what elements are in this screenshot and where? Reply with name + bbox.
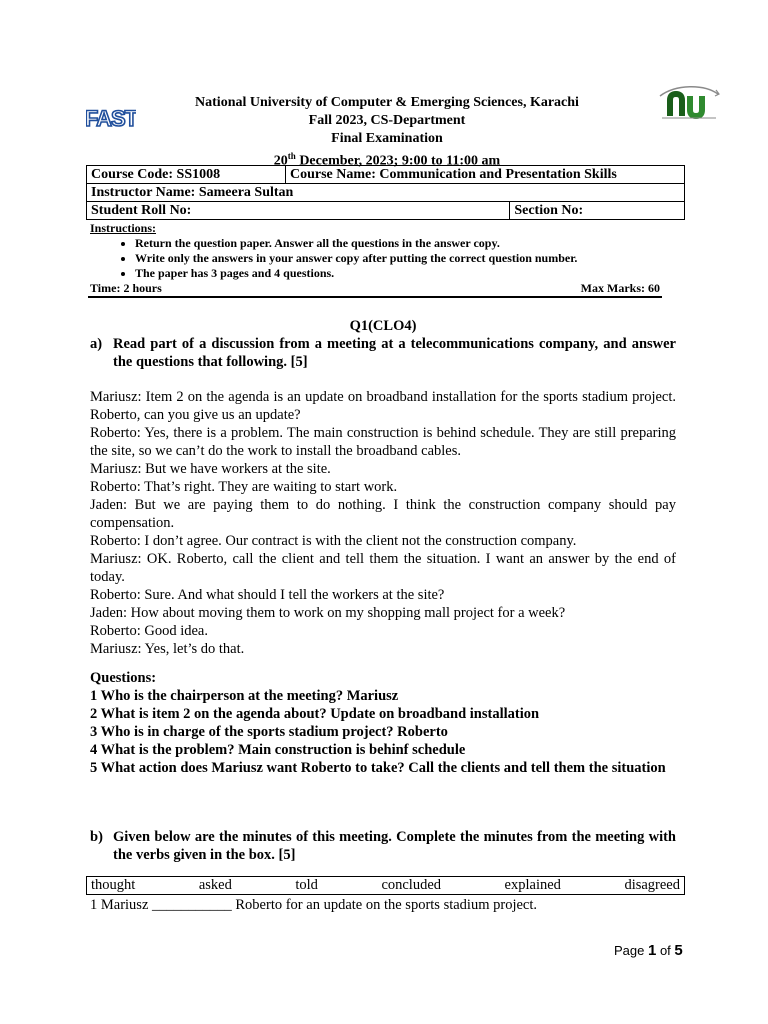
instruction-item: • Write only the answers in your answer copy after putting the correct question number. (135, 251, 680, 266)
dialogue-line: Mariusz: Item 2 on the agenda is an update on broadband installation for the sports stadium project. Roberto, can you give us an update? (90, 389, 676, 423)
dialogue-line: Roberto: Good idea. (90, 623, 208, 639)
question-item: 1 Who is the chairperson at the meeting? Mariusz (90, 688, 399, 704)
page-word: Page (614, 943, 648, 958)
university-name: National University of Computer & Emerging Sciences, Karachi (195, 95, 579, 110)
part-a-instruction: Read part of a discussion from a meeting at a telecommunications company, and answer the questions that following. [5] (113, 336, 676, 370)
current-page: 1 (647, 942, 657, 959)
course-code: Course Code: SS1008 (87, 166, 286, 184)
verb-item: concluded (381, 877, 442, 893)
questions-block (90, 669, 676, 777)
dialogue-line: Jaden: But we are paying them to do nothing. I think the construction company should pay compensation. (90, 497, 676, 531)
questions-heading: Questions: (90, 670, 157, 686)
q1-title: Q1(CLO4) (349, 318, 417, 334)
minute-line: 1 Mariusz ___________ Roberto for an update on the sports stadium project. (90, 897, 538, 913)
verb-box-cell (87, 877, 685, 895)
verb-item: asked (198, 877, 232, 893)
dialogue-line: Mariusz: OK. Roberto, call the client and tell them the situation. I want an answer by the end of today. (90, 551, 676, 585)
fast-logo-text: FAST (86, 106, 136, 131)
time-marks-row (90, 281, 660, 296)
student-roll-no: Student Roll No: (87, 202, 510, 220)
semester-line: Fall 2023, CS-Department (308, 113, 466, 128)
verb-item: explained (504, 877, 561, 893)
question-item: 2 What is item 2 on the agenda about? Update on broadband installation (90, 706, 540, 722)
header-divider (88, 296, 662, 298)
of-word: of (656, 943, 675, 958)
part-b-label: b) (90, 829, 103, 845)
verb-box (86, 876, 685, 895)
instructions-block (90, 221, 680, 296)
instructions-heading: Instructions: (90, 221, 157, 235)
dialogue-line: Roberto: That’s right. They are waiting to start work. (90, 479, 398, 495)
dialogue-line: Roberto: Sure. And what should I tell the workers at the site? (90, 587, 445, 603)
time-allowed: Time: 2 hours (90, 281, 162, 295)
total-pages: 5 (674, 942, 683, 959)
question-item: 5 What action does Mariusz want Roberto to take? Call the clients and tell them the situation (90, 760, 666, 776)
instruction-item: • Return the question paper. Answer all the questions in the answer copy. (135, 236, 680, 251)
page-number (614, 942, 683, 959)
instructions-list (90, 236, 680, 281)
exam-title: Final Examination (331, 131, 443, 146)
course-name: Course Name: Communication and Presentation Skills (286, 166, 685, 184)
dialogue-line: Jaden: How about moving them to work on my shopping mall project for a week? (90, 605, 566, 621)
dialogue-block (90, 388, 676, 658)
date-rest: December, 2023; 9:00 to 11:00 am (295, 153, 501, 169)
dialogue-line: Mariusz: But we have workers at the site. (90, 461, 331, 477)
date-day: 20 (273, 153, 288, 169)
verb-item: told (295, 877, 318, 893)
question-item: 3 Who is in charge of the sports stadium project? Roberto (90, 724, 448, 740)
max-marks: Max Marks: 60 (580, 281, 660, 295)
dialogue-line: Mariusz: Yes, let’s do that. (90, 641, 245, 657)
course-info-table (86, 165, 685, 220)
dialogue-line: Roberto: Yes, there is a problem. The main construction is behind schedule. They are still preparing the site, so we can’t do the work to install the broadband cables. (90, 425, 676, 459)
part-b-instruction: Given below are the minutes of this meeting. Complete the minutes from the meeting with the verbs given in the box. [5] (113, 829, 676, 863)
instructor-name: Instructor Name: Sameera Sultan (87, 184, 685, 202)
section-no: Section No: (510, 202, 685, 220)
date-superscript: th (287, 151, 296, 161)
part-a-label: a) (90, 336, 103, 352)
verb-list (91, 877, 680, 894)
question-item: 4 What is the problem? Main construction is behinf schedule (90, 742, 466, 758)
verb-item: thought (91, 877, 136, 893)
verb-item: disagreed (624, 877, 680, 893)
instruction-item: • The paper has 3 pages and 4 questions. (135, 266, 680, 281)
dialogue-line: Roberto: I don’t agree. Our contract is with the client not the construction company. (90, 533, 577, 549)
